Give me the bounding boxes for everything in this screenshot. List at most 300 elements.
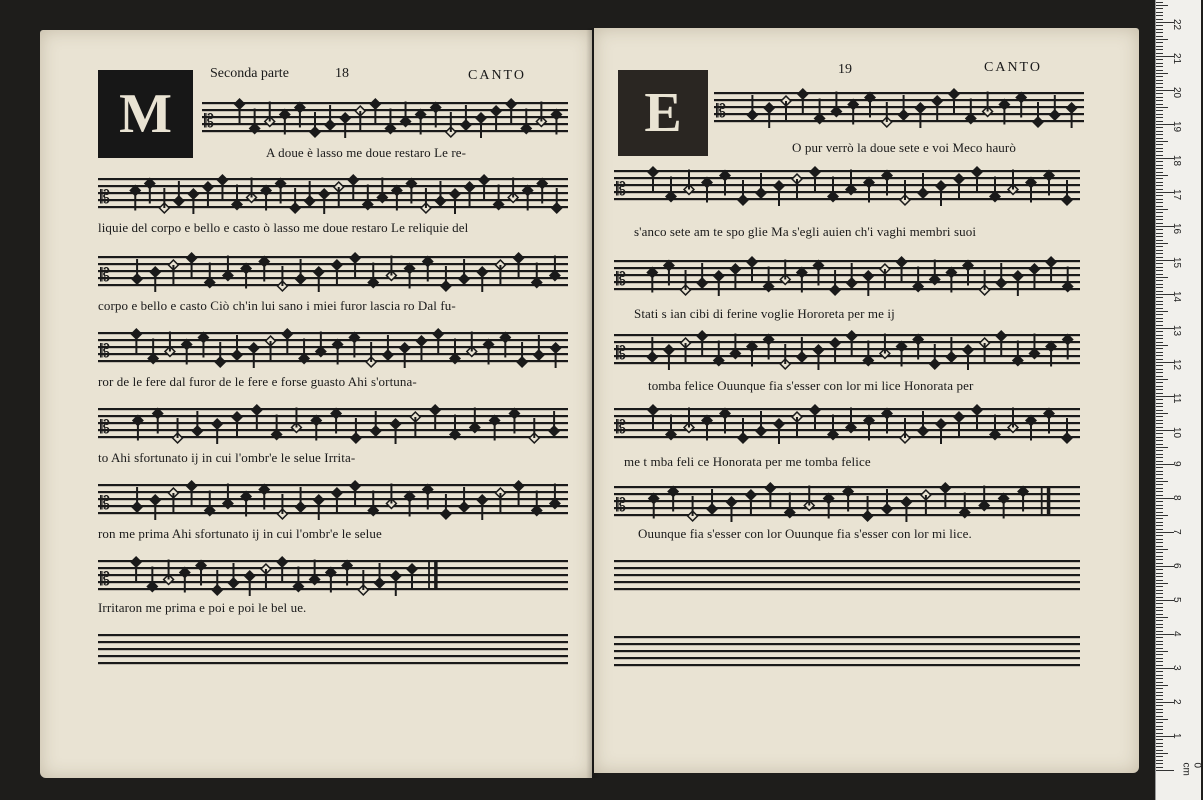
ruler-tick [1156, 73, 1168, 74]
staff-line [98, 641, 568, 643]
note-stem [936, 101, 938, 121]
ruler-tick [1156, 505, 1163, 506]
ruler-tick [1156, 172, 1163, 173]
note-stem [934, 260, 936, 280]
note-stem [483, 180, 485, 200]
note-stem [405, 102, 407, 122]
note-stem [379, 563, 381, 583]
ruler-tick [1156, 284, 1163, 285]
ruler-tick [1156, 413, 1168, 414]
note-stem [922, 173, 924, 193]
note-stem [227, 484, 229, 504]
note-stem [785, 101, 787, 121]
ruler-tick [1156, 83, 1163, 84]
note-stem [318, 500, 320, 520]
staff-line [614, 177, 1080, 179]
staff-left-1 [202, 94, 568, 145]
note-stem [396, 191, 398, 211]
note-stem [869, 98, 871, 118]
note-stem [387, 335, 389, 355]
note-stem [510, 104, 512, 124]
note-stem [372, 263, 374, 283]
note-stem [445, 494, 447, 514]
clef-icon: 𝄡 [616, 417, 627, 438]
staff-line [614, 415, 1080, 417]
note-stem [1003, 499, 1005, 519]
note-stem [265, 191, 267, 211]
ruler-tick [1156, 705, 1163, 706]
note-stem [270, 341, 272, 361]
staff-line [614, 636, 1080, 638]
note-stem [427, 490, 429, 510]
empty-staff [614, 552, 1080, 598]
note-stem [163, 188, 165, 208]
note-stem [435, 108, 437, 128]
clef-icon: 𝄡 [100, 265, 111, 286]
staff-line [98, 429, 568, 431]
ruler-tick [1156, 168, 1163, 169]
ruler-tick [1156, 114, 1163, 115]
music-staff [98, 400, 568, 446]
note-stem [420, 341, 422, 361]
note-stem [178, 181, 180, 201]
staff-line [614, 574, 1080, 576]
ruler-tick [1156, 267, 1163, 268]
ruler-tick [1156, 481, 1168, 482]
note-stem [847, 492, 849, 512]
staff-line [98, 256, 568, 258]
note-stem [555, 348, 557, 368]
staff-right-6 [614, 478, 1080, 529]
ruler-tick [1156, 49, 1163, 50]
note-stem [221, 180, 223, 200]
ruler-tick [1156, 148, 1163, 149]
note-stem [1020, 98, 1022, 118]
left-page [40, 30, 592, 778]
ruler-tick [1156, 457, 1163, 458]
note-stem [553, 411, 555, 431]
note-stem [309, 181, 311, 201]
ruler-tick [1156, 270, 1163, 271]
staff-left-4 [98, 324, 568, 375]
note-stem [817, 266, 819, 286]
lyric-line: Irritaron me prima e poi e poi le bel ue. [98, 600, 307, 615]
ruler-number: 5 [1171, 597, 1182, 603]
note-stem [536, 491, 538, 511]
staff-left-5 [98, 400, 568, 451]
note-stem [344, 118, 346, 138]
ruler-tick [1156, 70, 1163, 71]
ruler-tick [1156, 403, 1163, 404]
note-stem [652, 410, 654, 430]
ruler-tick [1156, 678, 1163, 679]
note-stem [751, 95, 753, 115]
note-stem [404, 348, 406, 368]
note-stem [191, 486, 193, 506]
note-stem [706, 421, 708, 441]
ruler-tick [1156, 692, 1163, 693]
ruler-tick [1156, 450, 1163, 451]
clef-icon: 𝄡 [616, 343, 627, 364]
ruler-tick [1156, 518, 1163, 519]
note-stem [730, 502, 732, 522]
note-stem [1067, 340, 1069, 360]
note-stem [454, 194, 456, 214]
staff-left-3 [98, 248, 568, 299]
note-stem [967, 266, 969, 286]
note-stem [917, 267, 919, 287]
ruler-tick [1156, 178, 1163, 179]
ruler-tick [1156, 104, 1163, 105]
note-stem [867, 341, 869, 361]
note-stem [151, 567, 153, 587]
clef-icon: 𝄡 [204, 111, 215, 132]
ruler-tick [1156, 651, 1168, 652]
ruler-tick [1156, 141, 1168, 142]
note-stem [884, 269, 886, 289]
note-stem [136, 487, 138, 507]
ruler-tick [1156, 8, 1163, 9]
note-stem [905, 502, 907, 522]
note-stem [711, 489, 713, 509]
note-stem [701, 263, 703, 283]
note-stem [297, 567, 299, 587]
ruler-tick [1156, 287, 1163, 288]
note-stem [525, 109, 527, 129]
note-stem [832, 177, 834, 197]
note-stem [216, 570, 218, 590]
ruler-tick [1156, 746, 1163, 747]
note-stem [670, 177, 672, 197]
note-stem [337, 345, 339, 365]
ruler-tick [1156, 512, 1163, 513]
ruler-tick [1156, 15, 1163, 16]
clef-icon: 𝄡 [100, 493, 111, 514]
ruler-tick [1156, 471, 1163, 472]
staff-line [202, 109, 568, 111]
ruler-tick [1156, 134, 1163, 135]
ruler-tick [1156, 440, 1163, 441]
ruler-tick [1156, 406, 1163, 407]
note-stem [994, 177, 996, 197]
note-stem [886, 176, 888, 196]
note-stem [750, 495, 752, 515]
ruler-tick [1156, 410, 1163, 411]
note-stem [469, 187, 471, 207]
note-stem [352, 180, 354, 200]
note-stem [768, 267, 770, 287]
ruler-tick [1156, 750, 1163, 751]
note-stem [295, 408, 297, 428]
ruler-tick [1156, 348, 1163, 349]
ruler-tick [1156, 641, 1163, 642]
ruler-tick [1156, 144, 1163, 145]
ruler-number: 19 [1171, 121, 1182, 133]
staff-line [614, 664, 1080, 666]
note-stem [370, 342, 372, 362]
note-stem [688, 170, 690, 190]
note-stem [355, 418, 357, 438]
note-stem [768, 108, 770, 128]
ruler-tick [1156, 556, 1163, 557]
note-stem [353, 338, 355, 358]
ruler-tick [1156, 763, 1163, 764]
note-stem [395, 424, 397, 444]
ruler-tick [1156, 202, 1163, 203]
ruler-tick [1156, 338, 1163, 339]
ruler-tick [1156, 321, 1163, 322]
left-page-number: 18 [335, 66, 349, 81]
note-stem [518, 258, 520, 278]
note-stem [742, 418, 744, 438]
ruler-number: 7 [1171, 529, 1182, 535]
note-stem [1050, 347, 1052, 367]
ruler-tick [1156, 722, 1163, 723]
note-stem [1066, 180, 1068, 200]
ruler-tick [1156, 206, 1163, 207]
ruler-tick [1156, 223, 1163, 224]
staff-line [614, 355, 1080, 357]
note-stem [554, 484, 556, 504]
ruler-tick [1156, 19, 1163, 20]
ruler-tick [1156, 100, 1163, 101]
staff-left-8 [98, 626, 568, 677]
note-stem [950, 273, 952, 293]
note-stem [336, 493, 338, 513]
ruler-tick [1156, 297, 1163, 298]
note-stem [136, 259, 138, 279]
ruler-tick [1156, 658, 1163, 659]
final-barline [434, 560, 438, 590]
note-stem [1017, 341, 1019, 361]
note-stem [919, 108, 921, 128]
ruler-tick [1156, 573, 1163, 574]
note-stem [154, 500, 156, 520]
lyric-line: Ouunque fia s'esser con lor Ouunque fia s'esser con lor mi lice. [638, 526, 972, 541]
ruler-tick [1156, 212, 1163, 213]
ruler-tick [1156, 644, 1163, 645]
note-stem [280, 184, 282, 204]
staff-line [98, 662, 568, 664]
initial-letter-left: M [98, 70, 193, 158]
ruler-tick [1156, 539, 1163, 540]
note-stem [541, 184, 543, 204]
ruler-tick [1156, 93, 1163, 94]
note-stem [778, 186, 780, 206]
ruler-tick [1156, 369, 1163, 370]
ruler-tick [1156, 376, 1163, 377]
note-stem [884, 334, 886, 354]
ruler-number: 17 [1171, 189, 1182, 201]
ruler-number: 10 [1171, 427, 1182, 439]
note-stem [192, 194, 194, 214]
ruler-tick [1156, 515, 1168, 516]
note-stem [1003, 105, 1005, 125]
note-stem [330, 573, 332, 593]
ruler-tick [1156, 280, 1163, 281]
staff-line [714, 92, 1084, 94]
note-stem [414, 417, 416, 437]
ruler-number: 4 [1171, 631, 1182, 637]
staff-line [98, 648, 568, 650]
note-stem [688, 408, 690, 428]
note-stem [958, 179, 960, 199]
lyric-line: tomba felice Ouunque fia s'esser con lor mi lice Honorata per [648, 378, 974, 393]
ruler-tick [1156, 355, 1163, 356]
staff-line [614, 581, 1080, 583]
note-stem [281, 562, 283, 582]
ruler-tick [1156, 546, 1163, 547]
music-staff [98, 324, 568, 370]
ruler-tick [1156, 637, 1163, 638]
note-stem [374, 104, 376, 124]
staff-line [614, 408, 1080, 410]
note-stem [555, 115, 557, 135]
note-stem [953, 94, 955, 114]
ruler-tick [1156, 76, 1163, 77]
ruler-tick [1156, 117, 1163, 118]
note-stem [320, 332, 322, 352]
left-voice-label: CANTO [468, 68, 526, 83]
ruler-tick [1156, 372, 1163, 373]
ruler-number: 22 [1171, 19, 1182, 31]
note-stem [196, 411, 198, 431]
note-stem [184, 573, 186, 593]
right-voice-label: CANTO [984, 60, 1042, 75]
note-stem [1012, 408, 1014, 428]
note-stem [254, 109, 256, 129]
note-stem [651, 337, 653, 357]
music-staff [714, 84, 1084, 130]
note-stem [346, 566, 348, 586]
note-stem [1066, 418, 1068, 438]
note-stem [284, 115, 286, 135]
ruler-tick [1156, 665, 1163, 666]
note-stem [1033, 269, 1035, 289]
note-stem [1017, 276, 1019, 296]
note-stem [495, 111, 497, 131]
ruler-tick [1156, 603, 1163, 604]
ruler-number: 14 [1171, 291, 1182, 303]
note-stem [381, 178, 383, 198]
ruler-number: 15 [1171, 257, 1182, 269]
ruler-tick [1156, 382, 1163, 383]
initial-letter-right: E [618, 70, 708, 156]
note-stem [538, 335, 540, 355]
note-stem [354, 258, 356, 278]
note-stem [852, 105, 854, 125]
music-staff [614, 162, 1080, 208]
ruler-tick [1156, 610, 1163, 611]
note-stem [934, 344, 936, 364]
note-stem [227, 256, 229, 276]
music-staff [614, 252, 1080, 298]
note-stem [336, 265, 338, 285]
note-stem [263, 490, 265, 510]
ruler-tick [1156, 335, 1163, 336]
note-stem [685, 270, 687, 290]
note-stem [832, 415, 834, 435]
note-stem [944, 488, 946, 508]
note-stem [901, 347, 903, 367]
ruler-tick [1156, 733, 1163, 734]
note-stem [169, 332, 171, 352]
ruler-tick [1156, 308, 1163, 309]
note-stem [315, 421, 317, 441]
note-stem [1048, 414, 1050, 434]
lyric-line: me t mba feli ce Honorata per me tomba felice [624, 454, 871, 469]
note-stem [672, 492, 674, 512]
note-stem [808, 486, 810, 506]
staff-right-5 [614, 400, 1080, 451]
note-stem [556, 188, 558, 208]
note-stem [819, 99, 821, 119]
clef-icon: 𝄡 [716, 101, 727, 122]
note-stem [420, 115, 422, 135]
ruler-tick [1156, 617, 1168, 618]
ruler-tick [1156, 583, 1168, 584]
ruler-tick [1156, 549, 1168, 550]
staff-line [98, 498, 568, 500]
ruler-tick [1156, 416, 1163, 417]
note-stem [554, 256, 556, 276]
note-stem [925, 495, 927, 515]
ruler-tick [1156, 671, 1163, 672]
staff-line [98, 339, 568, 341]
ruler-tick [1156, 447, 1168, 448]
ruler-tick [1156, 739, 1163, 740]
ruler-number: 13 [1171, 325, 1182, 337]
right-page [594, 28, 1139, 773]
note-stem [903, 95, 905, 115]
note-stem [236, 185, 238, 205]
note-stem [172, 493, 174, 513]
note-stem [335, 414, 337, 434]
ruler-tick [1156, 627, 1163, 628]
note-stem [1071, 108, 1073, 128]
ruler-tick [1156, 389, 1163, 390]
note-stem [521, 342, 523, 362]
ruler-unit: 0 cm [1180, 762, 1203, 776]
staff-line [98, 505, 568, 507]
note-stem [367, 185, 369, 205]
note-stem [886, 414, 888, 434]
note-stem [372, 491, 374, 511]
lyric-line: ror de le fere dal furor de le fere e forse guasto Ahi s'ortuna- [98, 374, 417, 389]
staff-line [614, 362, 1080, 364]
note-stem [540, 102, 542, 122]
note-stem [751, 347, 753, 367]
ruler-tick [1156, 250, 1163, 251]
note-stem [481, 500, 483, 520]
ruler-tick [1156, 756, 1163, 757]
music-staff [614, 326, 1080, 372]
ruler-tick [1156, 535, 1163, 536]
note-stem [200, 566, 202, 586]
ruler-tick [1156, 175, 1168, 176]
note-stem [251, 178, 253, 198]
note-stem [245, 497, 247, 517]
ruler-tick [1156, 229, 1163, 230]
ruler-tick [1156, 345, 1168, 346]
ruler-tick [1156, 569, 1163, 570]
note-stem [249, 576, 251, 596]
ruler-tick [1156, 474, 1163, 475]
ruler-tick [1156, 243, 1168, 244]
ruler-number: 12 [1171, 359, 1182, 371]
ruler-tick [1156, 42, 1163, 43]
ruler-tick [1156, 437, 1163, 438]
